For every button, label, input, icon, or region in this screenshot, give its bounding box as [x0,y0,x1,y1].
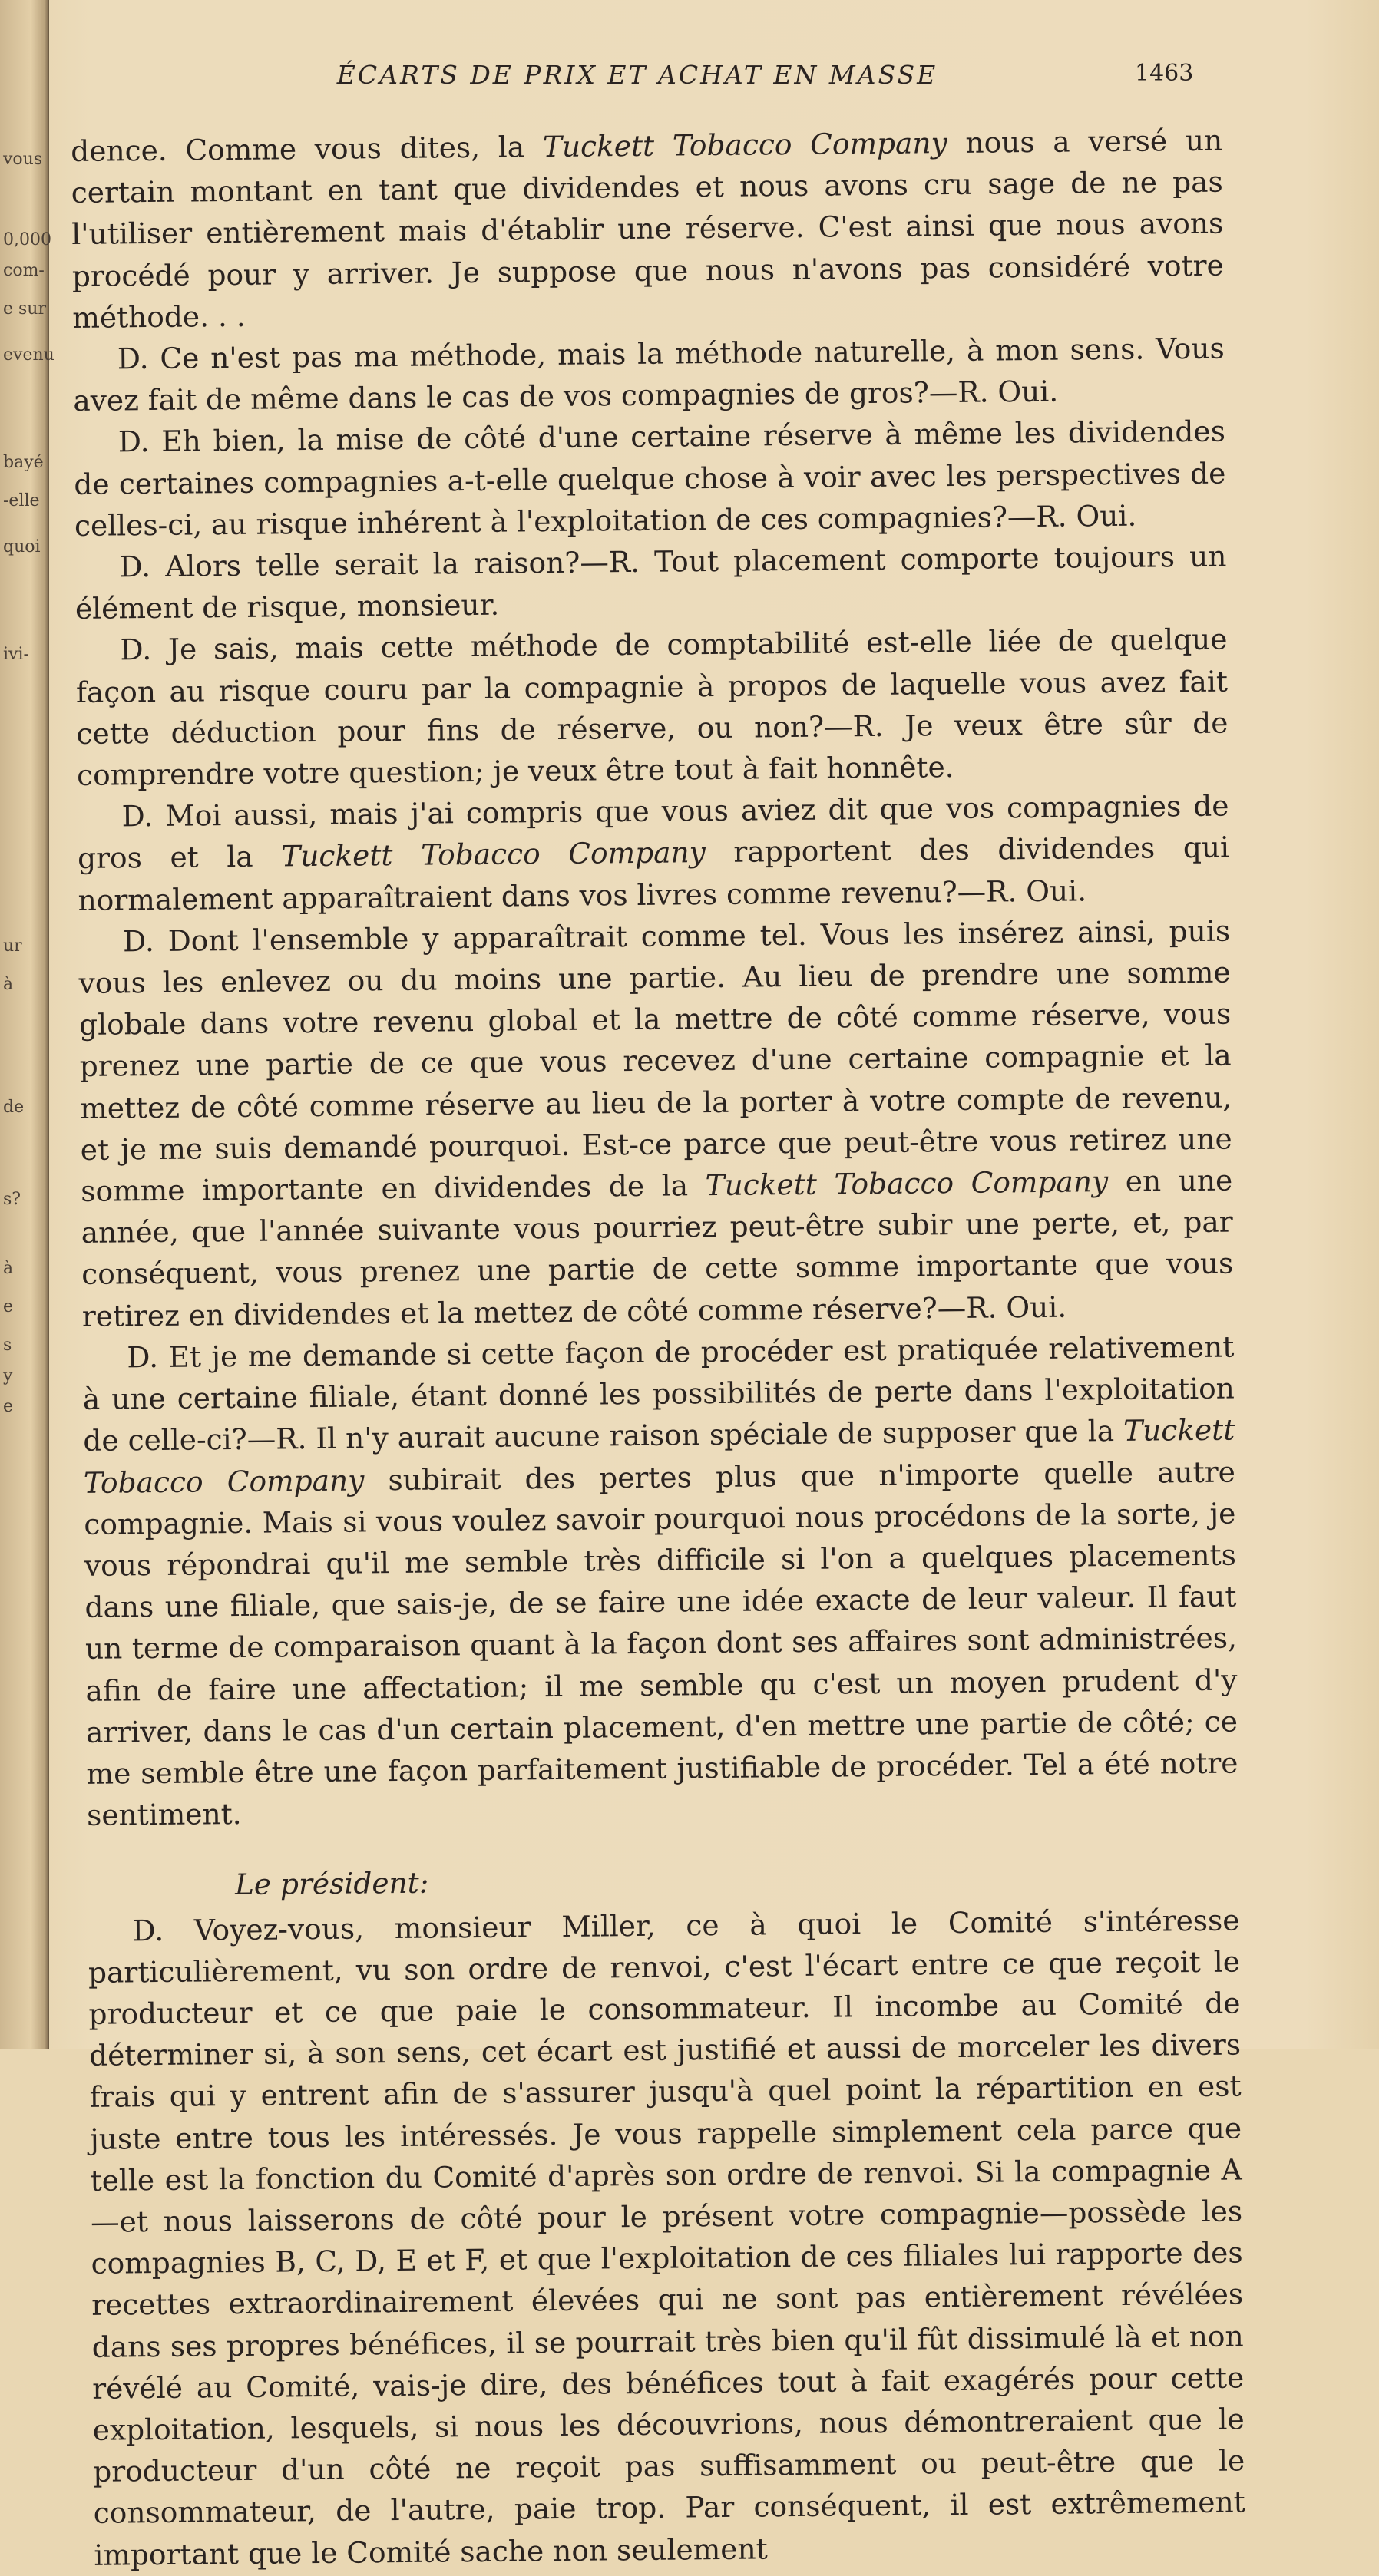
company-name: Tuckett Tobacco Company [281,835,706,874]
gutter-fragment: -elle [3,491,40,510]
gutter-fragment: vous [3,150,43,169]
speaker-heading: Le président: [234,1865,429,1902]
gutter-fragment: e [3,1297,14,1316]
paragraph-1: dence. Comme vous dites, la Tuckett Tobacco Company nous a versé un certain montant en tant que dividendes et nous avons cru sage de ne pas l'utiliser entièrement mais d'établir une réserve. C'est ainsi que nous avons procédé pour y arriver. Je suppose que nous n'avons pas considéré votre méthode. . . [71,123,1224,335]
paragraph-3: D. Eh bien, la mise de côté d'une certaine réserve à même les dividendes de certaines compagnies a-t-elle quelque chose à voir avec les perspectives de celles-ci, au risque inhérent à l'exploitation de ces compagnies?—R. Oui. [74,414,1226,543]
gutter-fragment: e [3,1397,14,1416]
paragraph-8: D. Et je me demande si cette façon de procéder est pratiquée relativement à une certaine filiale, étant donné les possibilités de perte dans l'exploitation de celle-ci?—R. Il n'y aurait aucune raison spéciale de supposer que la Tuckett Tobacco Company subirait des pertes plus que n'importe quelle autre compagnie. Mais si vous voulez savoir pourquoi nous procédons de la sorte, je vous répondrai qu'il me semble très difficile si l'on a quelques placements dans une filiale, que sais-je, de se faire une idée exacte de leur valeur. Il faut un terme de comparaison quant à la façon dont ses affaires sont administrées, afin de faire une affectation; il me semble qu c'est un moyen prudent d'y arriver, dans le cas d'un certain placement, d'en mettre une partie de côté; ce me semble être une façon parfaitement justifiable de procéder. Tel a été notre sentiment. [82,1329,1238,1833]
gutter-fragment: quoi [3,537,41,556]
body-text [71,120,1246,2576]
gutter-fragment: y [3,1366,13,1385]
running-title: ÉCARTS DE PRIX ET ACHAT EN MASSE [336,60,938,90]
gutter-fragment: ivi- [3,645,29,664]
gutter-fragment: à [3,1259,14,1278]
company-name: Tuckett Tobacco Company [542,126,947,164]
gutter-fragment: ur [3,936,22,956]
paragraph-7: D. Dont l'ensemble y apparaîtrait comme tel. Vous les insérez ainsi, puis vous les enlevez ou du moins une partie. Au lieu de prendre une somme globale dans votre revenu global et la mettre de côté comme réserve, vous prenez une partie de ce que vous recevez d'une certaine compagnie et la mettez de côté comme réserve au lieu de la porter à votre compte de revenu, et je me suis demandé pourquoi. Est-ce parce que peut-être vous retirez une somme importante en dividendes de la Tuckett Tobacco Company en une année, que l'année suivante vous pourriez peut-être subir une perte, et, par conséquent, vous prenez une partie de cette somme importante que vous retirez en dividendes et la mettez de côté comme réserve?—R. Oui. [78,913,1234,1333]
paragraph-9: D. Voyez-vous, monsieur Miller, ce à quoi le Comité s'intéresse particulièrement, vu son ordre de renvoi, c'est l'écart entre ce que reçoit le producteur et ce que paie le consommateur. Il incombe au Comité de déterminer si, à son sens, cet écart est justifié et aussi de morceler les divers frais qui y entrent afin de s'assurer jusqu'à quel point la répartition en est juste entre tous les intéressés. Je vous rappelle simplement cela parce que telle est la fonction du Comité d'après son ordre de renvoi. Si la compagnie A—et nous laisserons de côté pour le présent votre compagnie—possède les compagnies B, C, D, E et F, et que l'exploitation de ces filiales lui rapporte des recettes extraordinairement élevées qui ne sont pas entièrement révélées dans ses propres bénéfices, il se pourrait très bien qu'il fût dissimulé là et non révélé au Comité, vais-je dire, des bénéfices tout à fait exagérés pour cette exploitation, lesquels, si nous les découvrions, nous démontreraient que le producteur d'un côté ne reçoit pas suffisamment ou peut-être que le consommateur, de l'autre, paie trop. Par conséquent, il est extrêmement important que le Comité sache non seulement [88,1903,1245,2572]
gutter-fragment: s? [3,1190,21,1209]
gutter-fragment: com- [3,261,45,280]
gutter-fragment: de [3,1098,25,1117]
page-number: 1463 [1135,60,1194,87]
company-name: Tuckett Tobacco Company [83,1412,1235,1500]
gutter-fragment: e sur [3,299,46,319]
gutter-fragment: 0,000 [3,230,51,249]
paragraph-6: D. Moi aussi, mais j'ai compris que vous aviez dit que vos compagnies de gros et la Tuckett Tobacco Company rapportent des dividendes qui normalement apparaîtraient dans vos livres comme revenu?—R. Oui. [77,788,1230,917]
gutter-fragment: à [3,975,14,994]
gutter-fragment: bayé [3,453,44,472]
paragraph-5: D. Je sais, mais cette méthode de comptabilité est-elle liée de quelque façon au risque couru par la compagnie à propos de laquelle vous avez fait cette déduction pour fins de réserve, ou non?—R. Je veux être sûr de comprendre votre question; je veux être tout à fait honnête. [75,623,1229,793]
paragraph-4: D. Alors telle serait la raison?—R. Tout placement comporte toujours un élément de risque, monsieur. [74,539,1227,626]
company-name: Tuckett Tobacco Company [705,1164,1109,1203]
gutter-fragment: s [3,1336,12,1355]
gutter-fragment: evenu [3,345,55,365]
paragraph-2: D. Ce n'est pas ma méthode, mais la méthode naturelle, à mon sens. Vous avez fait de même dans le cas de vos compagnies de gros?—R. Oui. [73,331,1225,418]
